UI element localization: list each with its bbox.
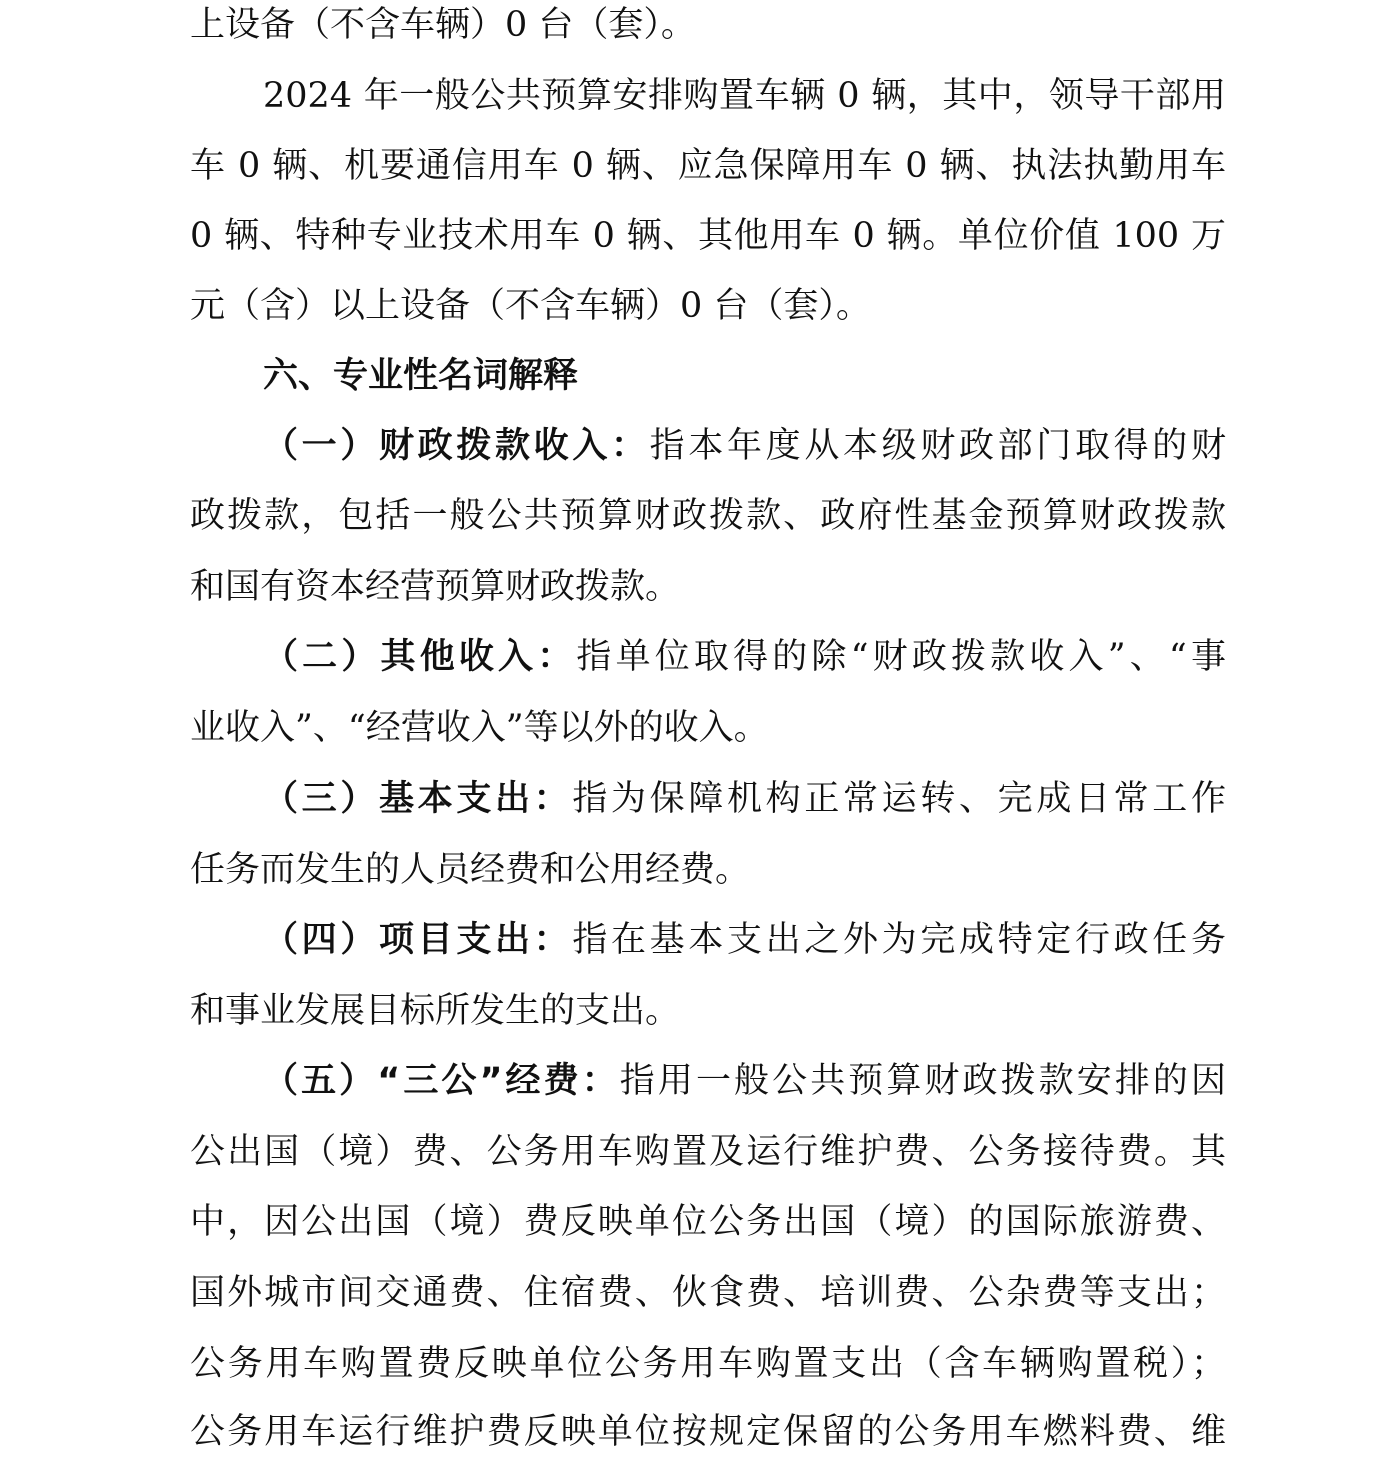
definition-5-line-6: 公务用车运行维护费反映单位按规定保留的公务用车燃料费、维 — [190, 1412, 1226, 1452]
definition-4-line-1 — [190, 915, 1226, 965]
definition-5-line-4: 国外城市间交通费、住宿费、伙食费、培训费、公杂费等支出； — [190, 1273, 1226, 1313]
paragraph-1-line-1: 2024 年一般公共预算安排购置车辆 0 辆，其中，领导干部用 — [263, 76, 1226, 116]
definition-4-term: （四）项目支出： — [263, 920, 573, 960]
definition-5-line-5: 公务用车购置费反映单位公务用车购置支出（含车辆购置税）； — [190, 1344, 1226, 1384]
definition-3-line-1 — [190, 774, 1226, 824]
definition-5-line-2: 公出国（境）费、公务用车购置及运行维护费、公务接待费。其 — [190, 1132, 1226, 1172]
paragraph-1-line-2: 车 0 辆、机要通信用车 0 辆、应急保障用车 0 辆、执法执勤用车 — [190, 146, 1226, 186]
paragraph-0-line-1: 上设备（不含车辆）0 台（套）。 — [190, 5, 696, 45]
definition-2-text: 指单位取得的除“财政拨款收入”、“事 — [576, 637, 1226, 677]
paragraph-1-line-4: 元（含）以上设备（不含车辆）0 台（套）。 — [190, 286, 871, 326]
paragraph-1-line-3: 0 辆、特种专业技术用车 0 辆、其他用车 0 辆。单位价值 100 万 — [190, 216, 1226, 256]
definition-2-line-2: 业收入”、“经营收入”等以外的收入。 — [190, 708, 769, 748]
definition-2-line-1 — [190, 632, 1226, 682]
definition-4-text: 指在基本支出之外为完成特定行政任务 — [572, 920, 1226, 960]
definition-4-line-2: 和事业发展目标所发生的支出。 — [190, 991, 681, 1031]
definition-1-text: 指本年度从本级财政部门取得的财 — [649, 426, 1226, 466]
definition-2-term: （二）其他收入： — [263, 637, 577, 677]
definition-1-line-2: 政拨款，包括一般公共预算财政拨款、政府性基金预算财政拨款 — [190, 496, 1226, 536]
definition-1-line-1 — [190, 421, 1226, 471]
definition-3-line-2: 任务而发生的人员经费和公用经费。 — [190, 850, 751, 890]
definition-1-term: （一）财政拨款收入： — [263, 426, 650, 466]
definition-5-term: （五）“三公”经费： — [263, 1061, 620, 1101]
section-heading: 六、专业性名词解释 — [263, 356, 579, 396]
definition-1-line-3: 和国有资本经营预算财政拨款。 — [190, 567, 681, 607]
definition-3-term: （三）基本支出： — [263, 779, 573, 819]
definition-5-line-1 — [190, 1056, 1226, 1106]
definition-5-text: 指用一般公共预算财政拨款安排的因 — [619, 1061, 1226, 1101]
definition-5-line-3: 中，因公出国（境）费反映单位公务出国（境）的国际旅游费、 — [190, 1202, 1226, 1242]
definition-3-text: 指为保障机构正常运转、完成日常工作 — [572, 779, 1226, 819]
